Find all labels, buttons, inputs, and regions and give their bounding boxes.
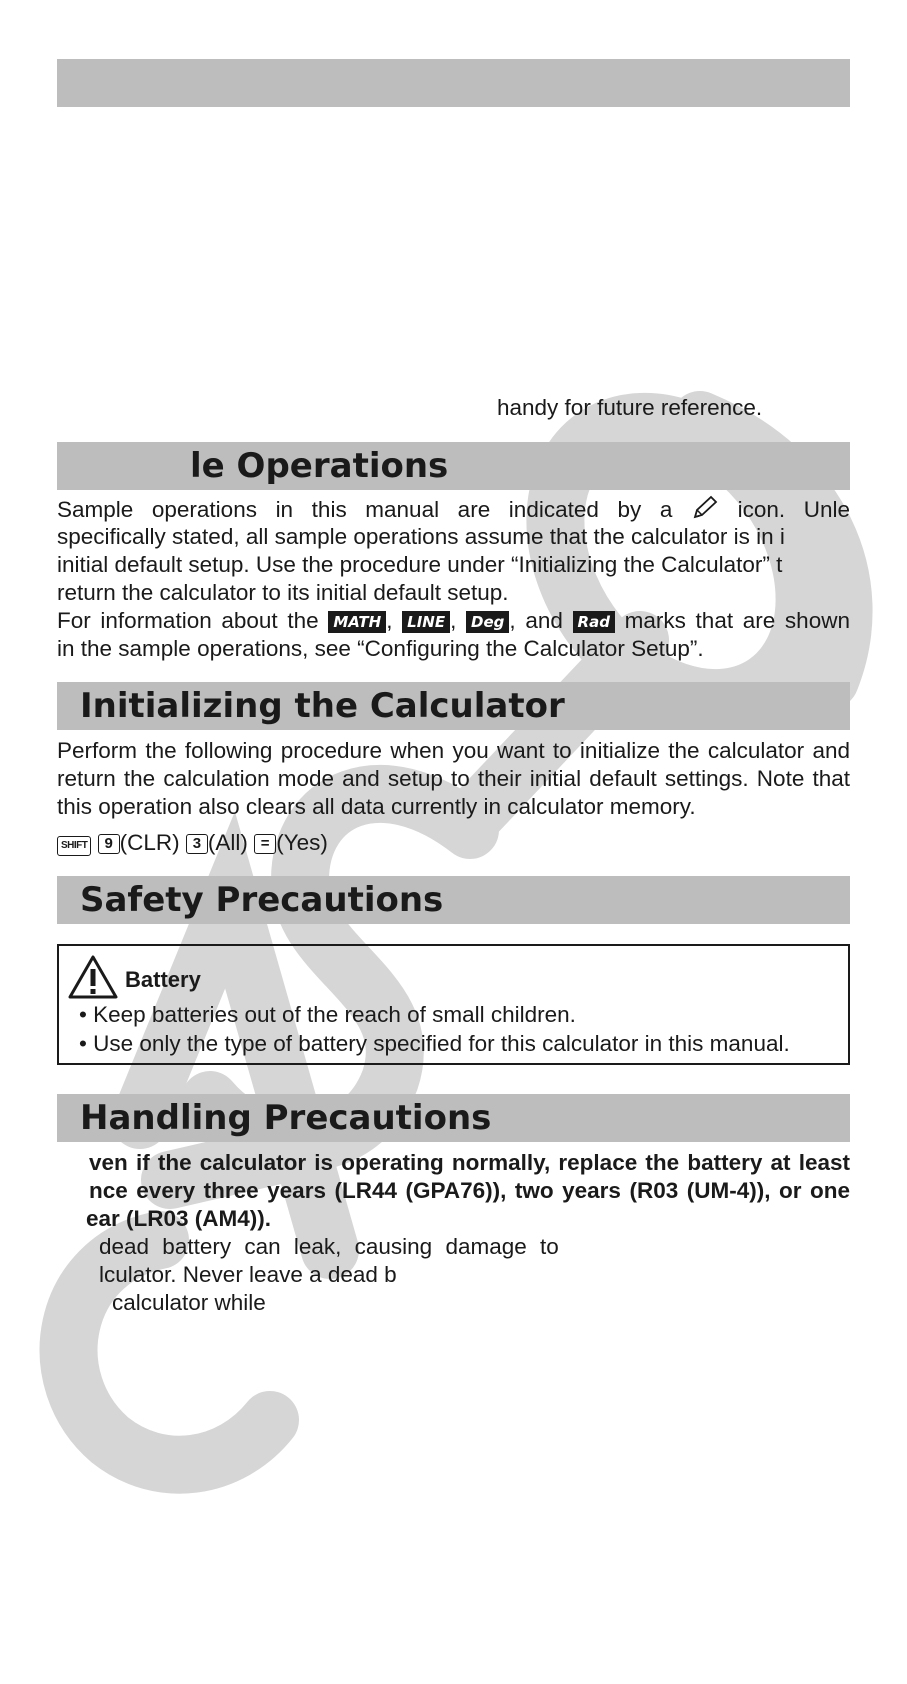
sample-ops-line-1b: icon. Unle <box>737 497 850 522</box>
battery-warning-box <box>57 944 850 1065</box>
warning-triangle-icon <box>67 954 119 1000</box>
clr-label: (CLR) <box>119 830 180 855</box>
marks-separator: , <box>450 608 457 633</box>
section-heading-initializing: Initializing the Calculator <box>80 686 565 726</box>
sample-ops-marks-line <box>57 607 850 635</box>
pencil-icon <box>691 495 719 521</box>
section-heading-handling: Handling Precautions <box>80 1098 492 1138</box>
marks-suffix: marks that are shown <box>624 608 850 633</box>
handling-line-1: dead battery can leak, causing damage to <box>99 1234 559 1259</box>
init-line-2: return the calculation mode and setup to their initial default settings. Note that <box>57 766 850 791</box>
all-label: (All) <box>207 830 248 855</box>
top-header-band <box>57 59 850 107</box>
sample-ops-line-1 <box>57 495 850 524</box>
sample-ops-line-2: specifically stated, all sample operations assume that the calculator is in i <box>57 524 785 549</box>
sample-ops-line-3: initial default setup. Use the procedure under “Initializing the Calculator” t <box>57 552 783 577</box>
section-heading-safety: Safety Precautions <box>80 880 444 920</box>
handling-bold-line-3: ear (LR03 (AM4)). <box>86 1206 272 1231</box>
init-line-3: this operation also clears all data currently in calculator memory. <box>57 794 696 819</box>
battery-bullet-1: • Keep batteries out of the reach of small children. <box>79 1002 576 1027</box>
equals-key-icon: = <box>254 834 276 854</box>
battery-title: Battery <box>125 967 201 992</box>
handling-line-2: lculator. Never leave a dead b <box>99 1262 397 1287</box>
sample-ops-last-line: in the sample operations, see “Configuring the Calculator Setup”. <box>57 636 704 661</box>
sample-ops-line-4: return the calculator to its initial default setup. <box>57 580 509 605</box>
section-heading-sample-operations: le Operations <box>190 446 449 486</box>
handling-line-3: calculator while <box>112 1290 266 1315</box>
battery-bullet-2: • Use only the type of battery specified for this calculator in this manual. <box>79 1031 790 1056</box>
sample-ops-line-1a: Sample operations in this manual are indicated by a <box>57 497 673 522</box>
handling-bold-line-2: nce every three years (LR44 (GPA76)), two years (R03 (UM-4)), or one <box>89 1178 850 1203</box>
init-line-1: Perform the following procedure when you want to initialize the calculator and <box>57 738 850 763</box>
section-bar-sample-operations <box>57 442 850 490</box>
intro-text: handy for future reference. <box>497 395 763 420</box>
rad-mark-badge: Rad <box>573 611 615 633</box>
shift-key-icon: SHIFT <box>57 836 91 856</box>
handling-bold-line-1: ven if the calculator is operating normally, replace the battery at least <box>89 1150 850 1175</box>
key-3-icon: 3 <box>186 834 208 854</box>
marks-separator: , <box>386 608 393 633</box>
marks-and: , and <box>509 608 563 633</box>
deg-mark-badge: Deg <box>466 611 509 633</box>
marks-prefix: For information about the <box>57 608 319 633</box>
key-9-icon: 9 <box>98 834 120 854</box>
math-mark-badge: MATH <box>328 611 386 633</box>
line-mark-badge: LINE <box>402 611 450 633</box>
yes-label: (Yes) <box>276 830 328 855</box>
init-key-sequence <box>57 829 328 857</box>
